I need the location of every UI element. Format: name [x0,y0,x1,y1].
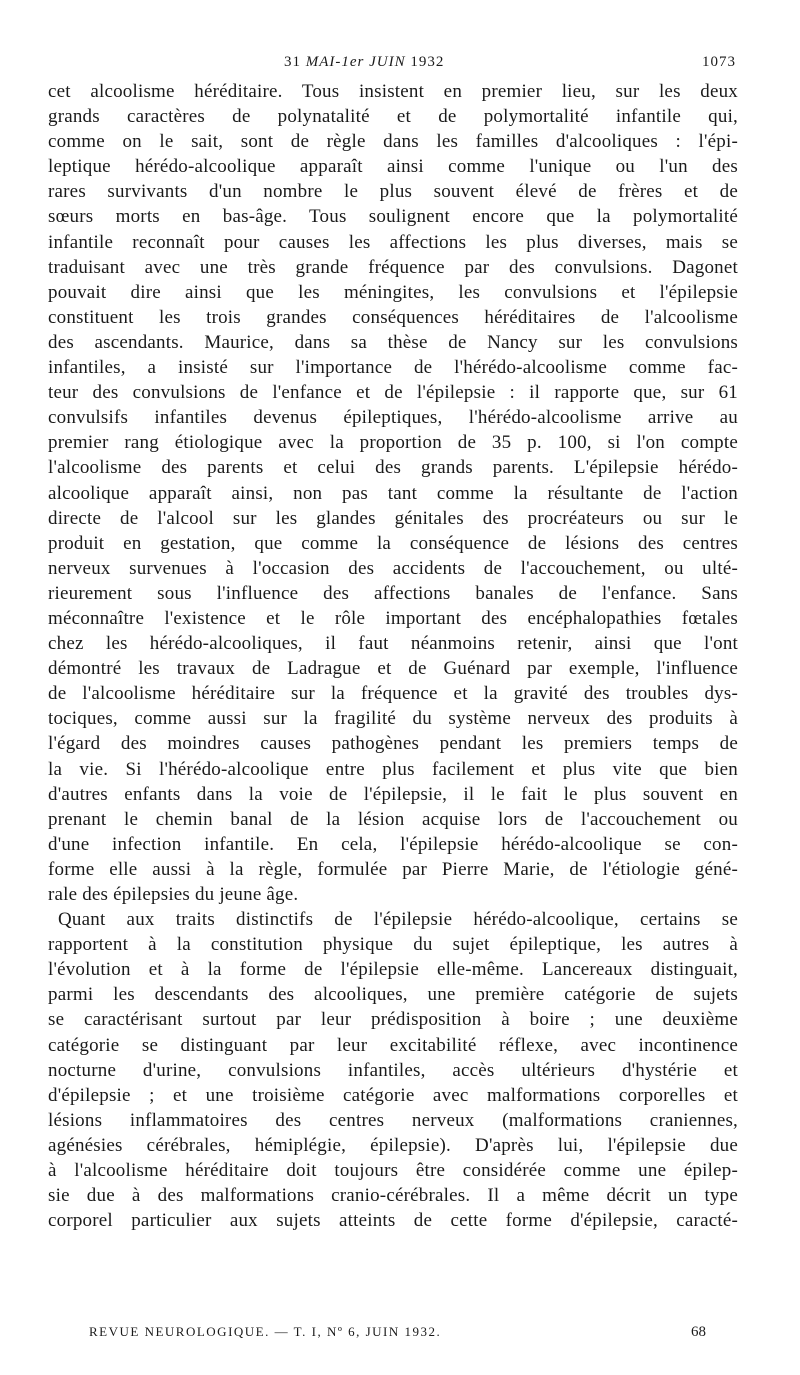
text-line: sie due à des malformations cranio-cérébrales. Il a même décrit un type [48,1185,738,1207]
header-date [284,54,444,71]
text-line: l'égard des moindres causes pathogènes pendant les premiers temps de [48,733,738,755]
text-line: sœurs morts en bas-âge. Tous soulignent encore que la polymortalité [48,206,738,228]
text-line: des ascendants. Maurice, dans sa thèse de Nancy sur les convulsions [48,331,738,353]
text-line: de l'alcoolisme héréditaire sur la fréquence et la gravité des troubles dys- [48,683,738,705]
text-line: infantile reconnaît pour causes les affections les plus diverses, mais se [48,231,738,253]
text-line: chez les hérédo-alcooliques, il faut néanmoins retenir, ainsi que l'ont [48,633,738,655]
text-line: premier rang étiologique avec la proportion de 35 p. 100, si l'on compte [48,432,738,454]
text-line: forme elle aussi à la règle, formulée par Pierre Marie, de l'étiologie géné- [48,858,738,880]
header-year: 1932 [410,54,445,70]
text-line: grands caractères de polynatalité et de polymortalité infantile qui, [48,106,738,128]
journal-citation: REVUE NEUROLOGIQUE. — T. I, Nº 6, JUIN 1932. [89,1324,442,1339]
text-line: l'alcoolisme des parents et celui des grands parents. L'épilepsie hérédo- [48,457,738,479]
text-line: cet alcoolisme héréditaire. Tous insistent en premier lieu, sur les deux [48,81,738,102]
text-line: parmi les descendants des alcooliques, une première catégorie de sujets [48,984,738,1006]
text-line: constituent les trois grandes conséquences héréditaires de l'alcoolisme [48,306,738,328]
text-line: méconnaître l'existence et le rôle important des encéphalopathies fœtales [48,607,738,629]
text-line: d'épilepsie ; et une troisième catégorie avec malformations corporelles et [48,1084,738,1106]
text-line: rares survivants d'un nombre le plus souvent élevé de frères et de [48,181,738,203]
text-line: d'une infection infantile. En cela, l'épilepsie hérédo-alcoolique se con- [48,833,738,855]
text-line: la vie. Si l'hérédo-alcoolique entre plus facilement et plus vite que bien [48,758,738,780]
text-line: Quant aux traits distinctifs de l'épilepsie hérédo-alcoolique, certains se [58,909,738,931]
text-line: traduisant avec une très grande fréquence par des convulsions. Dagonet [48,256,738,278]
text-line: l'évolution et à la forme de l'épilepsie elle-même. Lancereaux distinguait, [48,959,738,981]
text-line: convulsifs infantiles devenus épileptiques, l'hérédo-alcoolisme arrive au [48,407,738,429]
header-date-italic: MAI-1er JUIN [305,54,406,70]
text-line: pouvait dire ainsi que les méningites, les convulsions et l'épilepsie [48,281,738,303]
text-line: à l'alcoolisme héréditaire doit toujours être considérée comme une épilep- [48,1160,738,1182]
text-line: démontré les travaux de Ladrague et de Guénard par exemple, l'influence [48,658,738,680]
body-text [48,79,738,1233]
text-line: infantiles, a insisté sur l'importance de l'hérédo-alcoolisme comme fac- [48,357,738,379]
text-line: produit en gestation, que comme la conséquence de lésions des centres [48,532,738,554]
text-line: agénésies cérébrales, hémiplégie, épilepsie). D'après lui, l'épilepsie due [48,1134,738,1156]
text-line: teur des convulsions de l'enfance et de l'épilepsie : il rapporte que, sur 61 [48,382,738,404]
page-footer [0,1324,800,1346]
text-line: d'autres enfants dans la voie de l'épilepsie, il le fait le plus souvent en [48,783,738,805]
running-head [0,54,800,76]
text-line: lésions inflammatoires des centres nerveux (malformations craniennes, [48,1109,738,1131]
text-line: nerveux survenues à l'occasion des accidents de l'accouchement, ou ulté- [48,557,738,579]
header-date-prefix: 31 [284,54,301,70]
sheet-signature: 68 [691,1324,706,1340]
page-number: 1073 [702,54,736,70]
text-line: comme on le sait, sont de règle dans les familles d'alcooliques : l'épi- [48,131,738,153]
text-line: prenant le chemin banal de la lésion acquise lors de l'accouchement ou [48,808,738,830]
text-line: rapportent à la constitution physique du sujet épileptique, les autres à [48,934,738,956]
text-line: leptique hérédo-alcoolique apparaît ainsi comme l'unique ou l'un des [48,156,738,178]
text-line: nocturne d'urine, convulsions infantiles, accès ultérieurs d'hystérie et [48,1059,738,1081]
text-line: directe de l'alcool sur les glandes génitales des procréateurs ou sur le [48,507,738,529]
text-line: alcoolique apparaît ainsi, non pas tant comme la résultante de l'action [48,482,738,504]
text-line: se caractérisant surtout par leur prédisposition à boire ; une deuxième [48,1009,738,1031]
text-line: tociques, comme aussi sur la fragilité du système nerveux des produits à [48,708,738,730]
text-line: catégorie se distinguant par leur excitabilité réflexe, avec incontinence [48,1034,738,1056]
text-line: rale des épilepsies du jeune âge. [48,884,299,905]
text-line: rieurement sous l'influence des affections banales de l'enfance. Sans [48,582,738,604]
text-line: corporel particulier aux sujets atteints de cette forme d'épilepsie, caracté- [48,1210,738,1232]
